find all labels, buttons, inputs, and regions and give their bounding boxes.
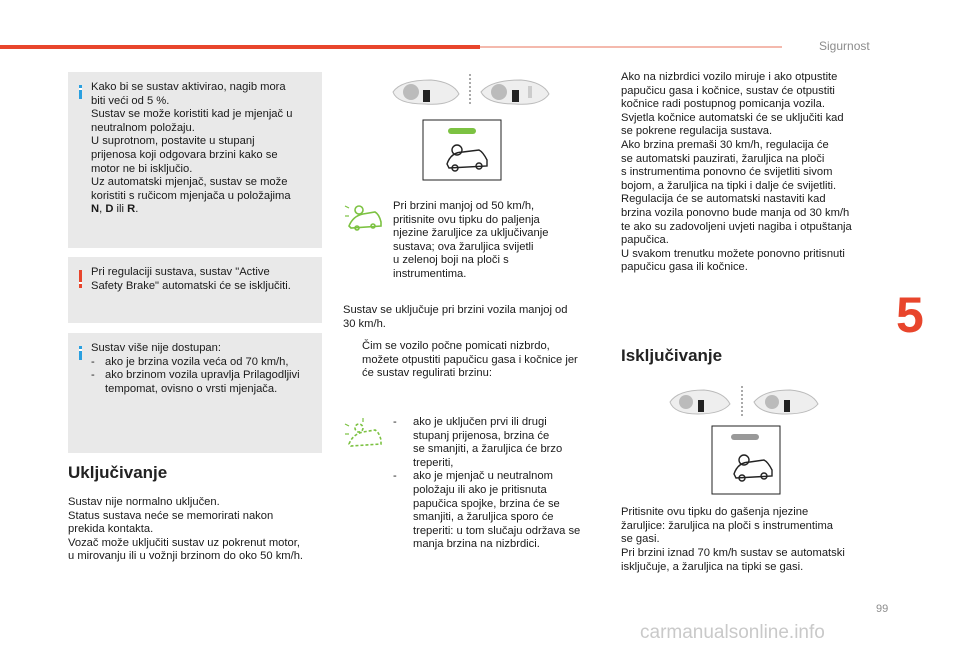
info-note-availability bbox=[68, 333, 322, 453]
section-title: Sigurnost bbox=[819, 39, 870, 53]
gear-position-n: N bbox=[91, 203, 100, 216]
switch-off-step: Pritisnite ovu tipku do gašenja njezine žaruljice: žaruljica na ploči s instrumentima se gasi. bbox=[621, 506, 834, 546]
switch-on-body: Sustav nije normalno uključen. Status sustava neće se memorirati nakon prekida kontakta. Vozač može uključiti sustav uz pokrenut motor, u mirovanju ili u vožnji brzinom do oko 50 km/h. bbox=[68, 496, 304, 563]
step2: Čim se vozilo počne pomicati nizbrdo, možete otpustiti papučicu gasa i kočnice jer će sustav regulirati brzinu: bbox=[362, 340, 578, 380]
watermark: carmanualsonline.info bbox=[640, 622, 825, 643]
gear-position-r: R bbox=[127, 203, 136, 216]
availability-title: Sustav više nije dostupan: bbox=[91, 342, 221, 354]
list-item: - ako je uključen prvi ili drugi stupanj prijenosa, brzina će se smanjiti, a žaruljica će brzo treperiti, bbox=[393, 416, 563, 469]
warning-icon bbox=[79, 270, 82, 288]
dashboard-buttons-illustration-off bbox=[668, 384, 828, 498]
warning-note bbox=[68, 257, 322, 323]
header-accent-bar bbox=[0, 45, 480, 49]
info-icon bbox=[79, 85, 82, 99]
info-note-activation: Kako bi se sustav aktivirao, nagib mora biti veći od 5 %. Sustav se može koristiti kad je mjenjač u neutralnom položaju. U suprotnom, postavite u stupanj prijenosa koji odgovara brzini kako se motor ne bi isključio. Uz automatski mjenjač, sustav se može koristiti s ručicom mjenjača u položajima N, D ili R. bbox=[68, 72, 322, 248]
info-icon bbox=[79, 346, 82, 360]
step1: Pri brzini manjoj od 50 km/h, pritisnite ovu tipku do paljenja njezine žaruljice za uključivanje sustava; ova žaruljica svijetli u zelenoj boji na ploči s instrumentima. bbox=[393, 200, 549, 280]
cases-list bbox=[393, 416, 603, 552]
gear-position-d: D bbox=[105, 203, 114, 216]
chapter-number: 5 bbox=[896, 287, 924, 343]
list-item: - ako je brzina vozila veća od 70 km/h, bbox=[91, 355, 289, 368]
right-body: Ako na nizbrdici vozilo miruje i ako otpustite papučicu gasa i kočnice, sustav će otpustiti kočnice radi postupnog pomicanja vozila. Svjetla kočnice automatski će se uključiti kad se pokrene regulacija sustava. Ako brzina premaši 30 km/h, regulacija će se automatski pauzirati, žaruljica na ploči s instrumentima ponovno će svijetliti sivom bojom, a žaruljica na tipki i dalje će svijetliti. Regulacija će se automatski nastaviti kad brzina vozila ponovno bude manja od 30 km/h te ako su zadovoljeni uvjeti nagiba i otpuštanja papučica. U svakom trenutku možete ponovno pritisnuti papučicu gasa ili kočnice. bbox=[621, 71, 852, 274]
list-item: - ako je mjenjač u neutralnom položaju ili ako je pritisnuta papučica spojke, brzina će se smanjiti, a žaruljica sporo će treperiti: u tom slučaju održava se manja brzina na nizbrdici. bbox=[393, 470, 581, 551]
switch-off-footer: Pri brzini iznad 70 km/h sustav se automatski isključuje, a žaruljica na tipki se gasi. bbox=[621, 547, 845, 573]
heading-switch-off: Isključivanje bbox=[621, 346, 723, 365]
activation-text: Kako bi se sustav aktivirao, nagib mora biti veći od 5 %. Sustav se može koristiti kad je mjenjač u neutralnom položaju. U suprotnom, postavite u stupanj prijenosa koji odgovara brzini kako se motor ne bi isključio. Uz automatski mjenjač, sustav se može koristiti s ručicom mjenjača u položajima bbox=[91, 81, 293, 202]
heading-switch-on: Uključivanje bbox=[68, 463, 168, 482]
page-number: 99 bbox=[876, 603, 889, 615]
header-accent-bar-light bbox=[480, 46, 782, 48]
warning-text: Pri regulaciji sustava, sustav "Active Safety Brake" automatski će se isključiti. bbox=[91, 266, 291, 292]
list-item: - ako brzinom vozila upravlja Prilagodljivi tempomat, ovisno o vrsti mjenjača. bbox=[91, 369, 300, 395]
led-blinking-icon bbox=[343, 418, 385, 452]
led-on-icon bbox=[343, 200, 385, 232]
dashboard-buttons-illustration bbox=[391, 72, 613, 182]
activation-speed-text: Sustav se uključuje pri brzini vozila manjoj od 30 km/h. bbox=[343, 304, 568, 330]
